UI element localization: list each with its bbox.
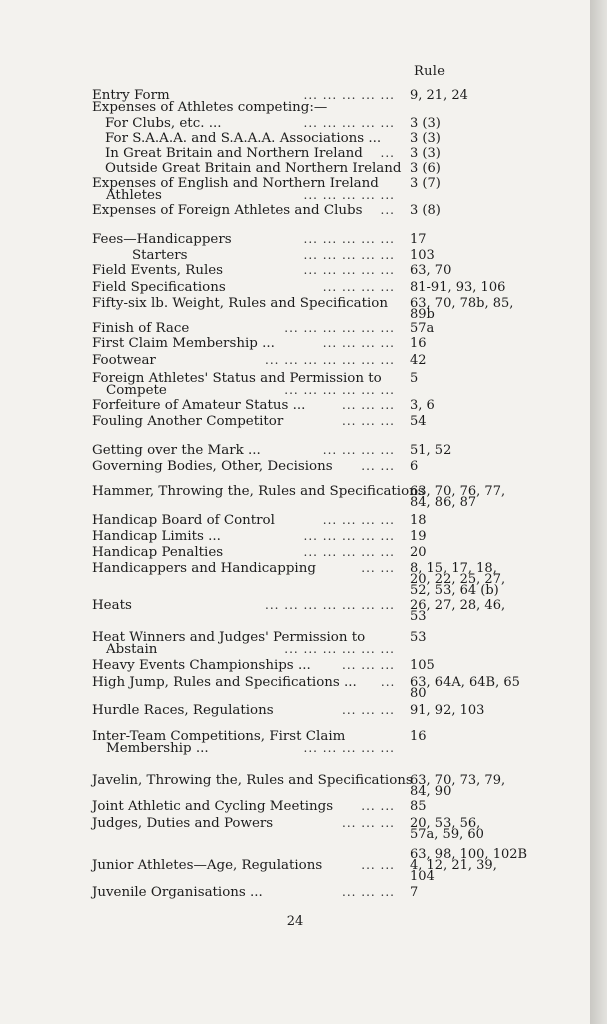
rule-reference: 3 (8) (410, 203, 441, 218)
rule-reference: 3 (3) (410, 131, 441, 146)
index-entry (0, 263, 590, 279)
rule-column-heading: Rule (414, 64, 446, 79)
rule-reference: 16 (410, 729, 427, 744)
entry-heading: Junior Athletes—Age, Regulations (92, 858, 323, 873)
rule-reference: 53 (410, 609, 427, 624)
index-entry (0, 630, 590, 657)
rule-reference: 5 (410, 371, 419, 386)
entry-heading: Expenses of Foreign Athletes and Clubs (92, 203, 363, 218)
index-entry (0, 459, 590, 475)
leader-dots: ... ... (361, 858, 395, 872)
entry-heading: Judges, Duties and Powers (92, 816, 274, 831)
rule-reference: 18 (410, 513, 427, 528)
entry-heading: Expenses of English and Northern Ireland (92, 176, 379, 191)
rule-reference: 20, 22, 25, 27, (410, 572, 506, 587)
entry-heading: For Clubs, etc. ... (105, 116, 222, 131)
entry-heading: In Great Britain and Northern Ireland (105, 146, 363, 161)
index-entry (0, 100, 590, 116)
entry-heading: Starters (132, 248, 188, 263)
entry-heading: Governing Bodies, Other, Decisions (92, 459, 333, 474)
leader-dots: ... ... ... (342, 816, 395, 830)
entry-heading: Handicap Board of Control (92, 513, 275, 528)
index-entry (0, 280, 590, 296)
rule-reference: 3 (3) (410, 146, 441, 161)
entry-heading: Fouling Another Competitor (92, 414, 284, 429)
entry-heading: Joint Athletic and Cycling Meetings (92, 799, 334, 814)
entry-heading: Footwear (92, 353, 156, 368)
entry-heading: Inter-Team Competitions, First Claim (92, 729, 346, 744)
entry-heading: Field Specifications (92, 280, 226, 295)
leader-dots: ... ... ... ... ... (303, 248, 395, 262)
index-entry (0, 484, 590, 510)
rule-reference: 20 (410, 545, 427, 560)
index-entry (0, 675, 590, 701)
rule-reference: 84, 90 (410, 784, 452, 799)
index-entry (0, 371, 590, 398)
entry-heading: High Jump, Rules and Specifications ... (92, 675, 357, 690)
index-entry (0, 513, 590, 529)
entry-continuation: Compete (106, 383, 167, 398)
rule-reference: 57a (410, 321, 435, 336)
index-entry (0, 398, 590, 414)
rule-reference: 17 (410, 232, 427, 247)
entry-heading: Heavy Events Championships ... (92, 658, 311, 673)
index-entry (0, 561, 590, 598)
index-entry (0, 116, 590, 132)
entry-heading: Javelin, Throwing the, Rules and Specifications (92, 773, 413, 788)
rule-reference: 19 (410, 529, 427, 544)
entry-heading: Field Events, Rules (92, 263, 224, 278)
leader-dots: ... ... ... ... ... (303, 116, 395, 130)
leader-dots: ... ... (361, 561, 395, 575)
rule-reference: 54 (410, 414, 427, 429)
index-entry (0, 161, 590, 177)
rule-reference: 63, 70 (410, 263, 452, 278)
leader-dots: ... ... ... ... ... ... ... (265, 353, 395, 367)
rule-reference: 91, 92, 103 (410, 703, 485, 718)
rule-reference: 53 (410, 630, 427, 645)
leader-dots: ... ... ... ... ... (303, 88, 395, 102)
page-number: 24 (286, 914, 304, 929)
leader-dots: ... ... (361, 459, 395, 473)
rule-reference: 85 (410, 799, 427, 814)
index-entry (0, 414, 590, 430)
rule-reference: 63, 70, 78b, 85, (410, 296, 514, 311)
rule-reference: 42 (410, 353, 427, 368)
index-entry (0, 729, 590, 756)
leader-dots: ... (380, 203, 395, 217)
entry-heading: Entry Form (92, 88, 170, 103)
index-entry (0, 529, 590, 545)
leader-dots: ... ... ... ... ... ... (284, 383, 395, 397)
rule-reference: 20, 53, 56, (410, 816, 481, 831)
rule-reference: 6 (410, 459, 419, 474)
leader-dots: ... ... ... ... ... (303, 188, 395, 202)
index-entry (0, 296, 590, 322)
rule-reference: 80 (410, 686, 427, 701)
index-entry (0, 443, 590, 459)
entry-heading: Hammer, Throwing the, Rules and Specifications (92, 484, 425, 499)
entry-heading: Heats (92, 598, 132, 613)
rule-reference: 57a, 59, 60 (410, 827, 484, 842)
rule-reference: 89b (410, 307, 435, 322)
entry-continuation: Abstain (106, 642, 158, 657)
index-entry (0, 176, 590, 203)
rule-reference: 105 (410, 658, 435, 673)
entry-heading: Getting over the Mark ... (92, 443, 261, 458)
index-entry (0, 703, 590, 719)
index-entry (0, 336, 590, 352)
index-entry (0, 799, 590, 815)
rule-reference: 3, 6 (410, 398, 435, 413)
entry-heading: Handicap Limits ... (92, 529, 221, 544)
rule-reference: 3 (6) (410, 161, 441, 176)
page-edge (590, 0, 607, 1024)
leader-dots: ... ... ... ... ... (303, 545, 395, 559)
leader-dots: ... (380, 675, 395, 689)
index-entry (0, 858, 590, 884)
index-entry (0, 248, 590, 264)
leader-dots: ... ... ... ... ... ... (284, 642, 395, 656)
rule-reference: 9, 21, 24 (410, 88, 468, 103)
rule-reference: 104 (410, 869, 435, 884)
entry-heading: Handicap Penalties (92, 545, 224, 560)
leader-dots: ... ... ... ... (322, 280, 395, 294)
leader-dots: ... ... ... ... ... (303, 232, 395, 246)
leader-dots: ... (380, 146, 395, 160)
entry-heading: Outside Great Britain and Northern Ireland (105, 161, 402, 176)
leader-dots: ... ... ... (342, 703, 395, 717)
entry-heading: Fifty-six lb. Weight, Rules and Specification (92, 296, 388, 311)
index-entry (0, 321, 590, 337)
rule-reference: 7 (410, 885, 419, 900)
entry-heading: Hurdle Races, Regulations (92, 703, 274, 718)
leader-dots: ... ... ... ... ... (303, 263, 395, 277)
leader-dots: ... ... ... (342, 885, 395, 899)
entry-heading: For S.A.A.A. and S.A.A.A. Associations ... (105, 131, 382, 146)
rule-reference: 63, 70, 76, 77, (410, 484, 506, 499)
rule-reference: 103 (410, 248, 435, 263)
entry-heading: Handicappers and Handicapping (92, 561, 316, 576)
leader-dots: ... ... ... ... ... ... ... (265, 598, 395, 612)
index-entry (0, 598, 590, 624)
rule-reference: 63, 98, 100, 102B (410, 847, 528, 862)
entry-heading: Foreign Athletes' Status and Permission to (92, 371, 382, 386)
entry-heading: Expenses of Athletes competing:— (92, 100, 328, 115)
index-entry (0, 658, 590, 674)
leader-dots: ... ... ... (342, 398, 395, 412)
rule-reference: 51, 52 (410, 443, 452, 458)
rule-reference: 63, 70, 73, 79, (410, 773, 506, 788)
rule-reference: 26, 27, 28, 46, (410, 598, 506, 613)
entry-heading: First Claim Membership ... (92, 336, 275, 351)
leader-dots: ... ... ... ... (322, 443, 395, 457)
rule-reference: 81-91, 93, 106 (410, 280, 506, 295)
entry-heading: Forfeiture of Amateur Status ... (92, 398, 306, 413)
rule-reference: 4, 12, 21, 39, (410, 858, 497, 873)
index-entry (0, 131, 590, 147)
index-entry (0, 885, 590, 901)
leader-dots: ... ... ... (342, 414, 395, 428)
leader-dots: ... ... ... ... ... ... (284, 321, 395, 335)
entry-heading: Fees—Handicappers (92, 232, 232, 247)
rule-reference: 52, 53, 64 (b) (410, 583, 499, 598)
rule-reference: 63, 64A, 64B, 65 (410, 675, 520, 690)
leader-dots: ... ... ... ... ... (303, 529, 395, 543)
entry-continuation: Membership ... (106, 741, 209, 756)
index-entry (0, 232, 590, 248)
leader-dots: ... ... ... ... (322, 513, 395, 527)
rule-reference: 8, 15, 17, 18, (410, 561, 497, 576)
entry-heading: Heat Winners and Judges' Permission to (92, 630, 366, 645)
index-entry (0, 353, 590, 369)
rule-reference: 3 (7) (410, 176, 441, 191)
leader-dots: ... ... ... ... ... (303, 741, 395, 755)
entry-continuation: Athletes (106, 188, 162, 203)
index-entry (0, 773, 590, 799)
index-entry (0, 146, 590, 162)
entry-heading: Finish of Race (92, 321, 190, 336)
leader-dots: ... ... ... ... (322, 336, 395, 350)
index-entry (0, 545, 590, 561)
entry-heading: Juvenile Organisations ... (92, 885, 263, 900)
leader-dots: ... ... (361, 799, 395, 813)
leader-dots: ... ... ... (342, 658, 395, 672)
index-entry (0, 203, 590, 219)
rule-reference: 16 (410, 336, 427, 351)
rule-reference: 84, 86, 87 (410, 495, 477, 510)
rule-reference: 3 (3) (410, 116, 441, 131)
index-entry (0, 816, 590, 842)
